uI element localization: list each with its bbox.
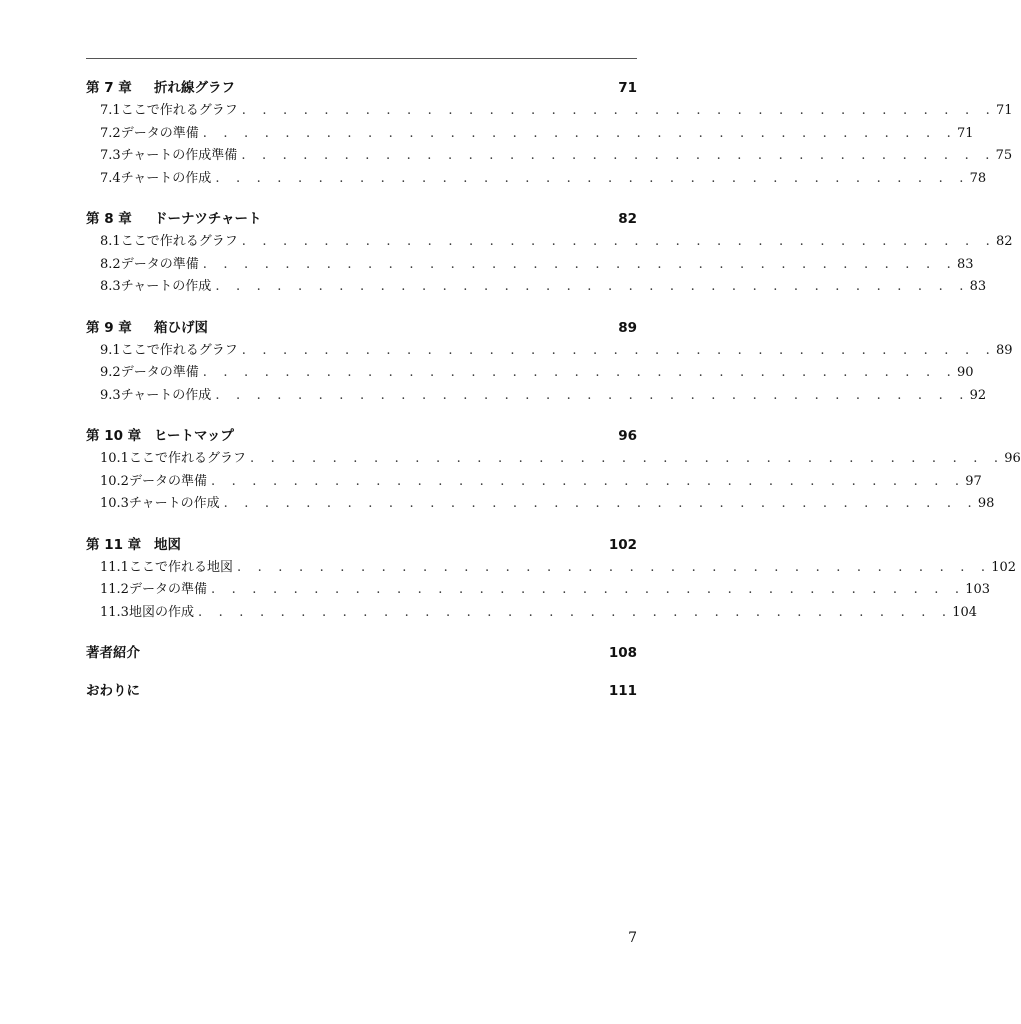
section-entry[interactable] (86, 122, 974, 145)
chapter-number: 第 10 章 (86, 428, 142, 444)
section-title: ここで作れるグラフ (128, 451, 246, 466)
chapter-7 (86, 76, 1013, 189)
section-entry[interactable] (86, 556, 1017, 579)
chapter-number: 第 9 章 (86, 319, 132, 336)
chapter-11 (86, 533, 1017, 624)
dot-leader: . . . . . . . . . . . . . . . . . . . . . . . . . . . . . . . . . . . . . (241, 234, 996, 249)
section-title: データの準備 (128, 582, 207, 597)
section-number: 8.3 (100, 279, 121, 294)
section-entry[interactable] (86, 361, 974, 384)
chapter-page: 96 (618, 428, 637, 444)
dot-leader: . . . . . . . . . . . . . . . . . . . . . . . . . . . . . . . . . . . . . (241, 148, 996, 163)
section-page: 96 (1004, 451, 1021, 466)
chapter-number: 第 7 章 (86, 80, 132, 96)
chapter-heading[interactable] (86, 76, 637, 99)
section-title: データの準備 (120, 125, 199, 141)
section-entry[interactable] (86, 253, 974, 276)
chapter-heading[interactable] (86, 533, 637, 556)
chapter-title: ドーナツチャート (154, 211, 262, 227)
section-entry[interactable] (86, 470, 982, 493)
table-of-contents (86, 76, 1021, 717)
section-number: 7.1 (100, 103, 121, 118)
dot-leader: . . . . . . . . . . . . . . . . . . . . . . . . . . . . . . . . . . . . . (223, 496, 978, 511)
chapter-8 (86, 207, 1013, 298)
section-entry[interactable] (86, 601, 978, 624)
section-title: チャートの作成 (120, 170, 212, 186)
chapter-title: 地図 (154, 536, 181, 553)
section-page: 97 (965, 473, 982, 489)
section-title: チャートの作成 (120, 279, 212, 294)
chapter-page: 82 (618, 211, 637, 227)
chapter-9 (86, 316, 1013, 407)
section-entry[interactable] (86, 144, 1013, 167)
back-matter-title: 著者紹介 (86, 645, 140, 661)
section-page: 83 (956, 256, 974, 272)
section-entry[interactable] (86, 447, 1021, 470)
chapter-heading[interactable] (86, 424, 637, 447)
page-number: 7 (628, 930, 637, 946)
dot-leader: . . . . . . . . . . . . . . . . . . . . . . . . . . . . . . . . . . . . . (210, 473, 966, 489)
chapter-number: 第 11 章 (86, 536, 142, 553)
section-page: 103 (965, 582, 991, 597)
section-page: 71 (956, 125, 974, 141)
section-number: 11.2 (100, 582, 129, 597)
chapter-10 (86, 424, 1021, 515)
section-title: ここで作れるグラフ (120, 234, 238, 249)
section-entry[interactable] (86, 339, 1013, 362)
section-entry[interactable] (86, 492, 995, 515)
back-matter-title: おわりに (86, 683, 140, 699)
section-number: 11.1 (100, 559, 129, 575)
section-number: 10.2 (100, 473, 129, 489)
section-number: 10.3 (100, 496, 129, 511)
chapter-title: 箱ひげ図 (154, 319, 208, 336)
section-title: チャートの作成 (128, 496, 220, 511)
chapter-page: 89 (618, 319, 637, 336)
dot-leader: . . . . . . . . . . . . . . . . . . . . . . . . . . . . . . . . . . . . . (215, 279, 970, 294)
chapter-page: 71 (618, 80, 637, 96)
section-number: 9.3 (100, 387, 121, 403)
section-number: 7.4 (100, 170, 121, 186)
back-matter-afterword[interactable] (86, 679, 637, 702)
section-entry[interactable] (86, 99, 1013, 122)
dot-leader: . . . . . . . . . . . . . . . . . . . . . . . . . . . . . . . . . . . . . (249, 451, 1005, 466)
section-entry[interactable] (86, 384, 987, 407)
section-number: 9.2 (100, 365, 121, 380)
chapter-number: 第 8 章 (86, 211, 132, 227)
section-number: 8.2 (100, 256, 121, 272)
back-matter-author[interactable] (86, 641, 637, 664)
back-matter-page: 108 (608, 645, 637, 661)
section-entry[interactable] (86, 578, 991, 601)
section-page: 82 (995, 234, 1013, 249)
section-entry[interactable] (86, 230, 1013, 253)
dot-leader: . . . . . . . . . . . . . . . . . . . . . . . . . . . . . . . . . . . . . (215, 170, 970, 186)
chapter-heading[interactable] (86, 207, 637, 230)
section-page: 104 (952, 604, 978, 620)
section-number: 10.1 (100, 451, 129, 466)
dot-leader: . . . . . . . . . . . . . . . . . . . . . . . . . . . . . . . . . . . . . (241, 342, 996, 358)
section-number: 11.3 (100, 604, 129, 620)
header-rule (86, 58, 637, 59)
dot-leader: . . . . . . . . . . . . . . . . . . . . . . . . . . . . . . . . . . . . . (202, 365, 957, 380)
section-title: 地図の作成 (128, 604, 194, 620)
section-title: データの準備 (128, 473, 207, 489)
section-page: 78 (969, 170, 987, 186)
dot-leader: . . . . . . . . . . . . . . . . . . . . . . . . . . . . . . . . . . . . . (215, 387, 970, 403)
dot-leader: . . . . . . . . . . . . . . . . . . . . . . . . . . . . . . . . . . . . . (210, 582, 966, 597)
section-title: データの準備 (120, 365, 199, 380)
chapter-title: ヒートマップ (154, 428, 234, 444)
section-title: ここで作れるグラフ (120, 103, 238, 118)
section-title: ここで作れるグラフ (120, 342, 238, 358)
chapter-page: 102 (608, 536, 637, 553)
section-title: チャートの作成 (120, 387, 212, 403)
section-page: 98 (977, 496, 995, 511)
chapter-heading[interactable] (86, 316, 637, 339)
section-entry[interactable] (86, 167, 987, 190)
section-page: 90 (956, 365, 974, 380)
section-page: 102 (991, 559, 1017, 575)
dot-leader: . . . . . . . . . . . . . . . . . . . . . . . . . . . . . . . . . . . . . (241, 103, 996, 118)
section-page: 92 (969, 387, 987, 403)
back-matter-page: 111 (608, 683, 637, 699)
dot-leader: . . . . . . . . . . . . . . . . . . . . . . . . . . . . . . . . . . . . . (202, 256, 957, 272)
section-number: 7.2 (100, 125, 121, 141)
dot-leader: . . . . . . . . . . . . . . . . . . . . . . . . . . . . . . . . . . . . . (236, 559, 992, 575)
section-number: 9.1 (100, 342, 121, 358)
section-number: 7.3 (100, 148, 121, 163)
dot-leader: . . . . . . . . . . . . . . . . . . . . . . . . . . . . . . . . . . . . . (202, 125, 957, 141)
section-page: 71 (995, 103, 1013, 118)
section-page: 75 (995, 148, 1013, 163)
section-title: チャートの作成準備 (120, 148, 238, 163)
section-entry[interactable] (86, 275, 987, 298)
section-page: 83 (969, 279, 987, 294)
section-title: データの準備 (120, 256, 199, 272)
chapter-title: 折れ線グラフ (154, 80, 235, 96)
section-page: 89 (995, 342, 1013, 358)
section-number: 8.1 (100, 234, 121, 249)
section-title: ここで作れる地図 (128, 559, 233, 575)
dot-leader: . . . . . . . . . . . . . . . . . . . . . . . . . . . . . . . . . . . . . (197, 604, 953, 620)
